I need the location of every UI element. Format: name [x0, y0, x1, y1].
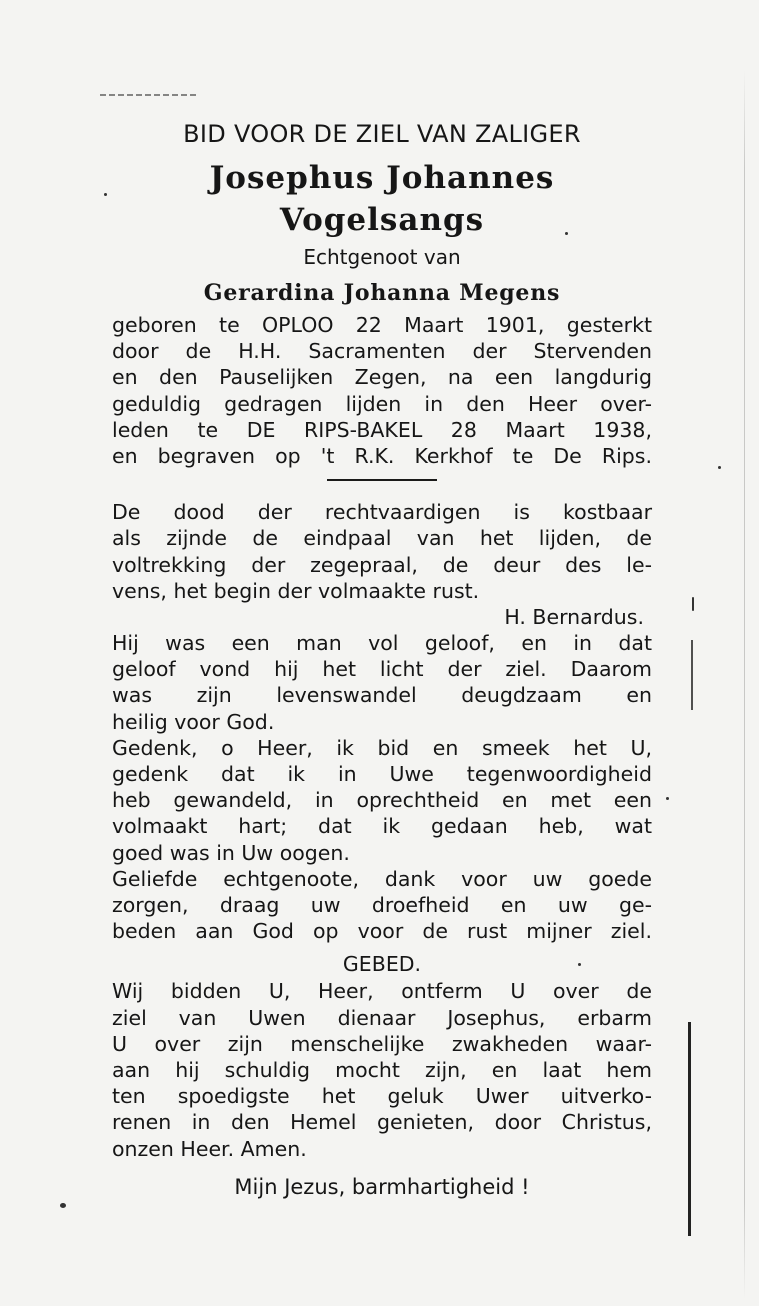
faith-line: geloof vond hij het licht der ziel. Daarom: [112, 657, 652, 682]
biography: [112, 312, 652, 469]
gebed-line: Wij bidden U, Heer, ontferm U over de: [112, 979, 652, 1004]
farewell-paragraph: [112, 866, 652, 945]
farewell-line: zorgen, draag uw droefheid en uw ge-: [112, 893, 652, 918]
speck: [692, 597, 694, 611]
bio-line: leden te DE RIPS-BAKEL 28 Maart 1938,: [112, 417, 652, 442]
prayer-line: goed was in Uw oogen.: [112, 840, 350, 865]
prayer-line: Gedenk, o Heer, ik bid en smeek het U,: [112, 735, 652, 760]
gebed-line: U over zijn menschelijke zwakheden waar-: [112, 1031, 652, 1056]
gebed-line: aan hij schuldig mocht zijn, en laat hem: [112, 1058, 652, 1083]
speck: [104, 193, 107, 196]
deceased-name-line2: Vogelsangs: [279, 202, 485, 238]
quote: [112, 499, 652, 604]
scan-bar: [691, 640, 693, 710]
speck: [718, 466, 721, 469]
quote-line: vens, het begin der volmaakte rust.: [112, 578, 480, 603]
faith-paragraph: [112, 630, 652, 735]
prayer-line: volmaakt hart; dat ik gedaan heb, wat: [112, 814, 652, 839]
bio-line: en den Pauselijken Zegen, na een langdurig: [112, 365, 652, 390]
farewell-line: Geliefde echtgenoote, dank voor uw goede: [112, 866, 652, 891]
deceased-name-line1: Josephus Johannes: [209, 160, 555, 196]
prayer-line: heb gewandeld, in oprechtheid en met een: [112, 788, 652, 813]
scan-edge: [744, 70, 745, 1300]
prayer-body: [112, 978, 652, 1161]
spouse-name: Gerardina Johanna Megens: [203, 280, 561, 306]
gebed-line: ziel van Uwen dienaar Josephus, erbarm: [112, 1005, 652, 1030]
bio-line: en begraven op 't R.K. Kerkhof te De Rips.: [112, 444, 652, 469]
speck: [666, 797, 669, 800]
bio-line: geduldig gedragen lijden in den Heer over-: [112, 391, 652, 416]
speck: [60, 1203, 66, 1208]
prayer-title: GEBED.: [342, 952, 422, 977]
quote-attribution: H. Bernardus.: [504, 605, 644, 630]
faith-line: was zijn levenswandel deugdzaam en: [112, 683, 652, 708]
divider: [327, 479, 437, 481]
gebed-line: renen in den Hemel genieten, door Christus,: [112, 1110, 652, 1135]
faith-line: Hij was een man vol geloof, en in dat: [112, 631, 652, 656]
gebed-line: onzen Heer. Amen.: [112, 1136, 307, 1161]
prayer-paragraph: [112, 735, 652, 866]
prayer-line: gedenk dat ik in Uwe tegenwoordigheid: [112, 762, 652, 787]
card-text: [112, 120, 652, 1202]
bio-line: door de H.H. Sacramenten der Stervenden: [112, 339, 652, 364]
quote-line: als zijnde de eindpaal van het lijden, de: [112, 526, 652, 551]
gebed-line: ten spoedigste het geluk Uwer uitverko-: [112, 1084, 652, 1109]
scan-mark: [100, 94, 198, 96]
heading: BID VOOR DE ZIEL VAN ZALIGER: [183, 120, 581, 148]
spouse-intro: Echtgenoot van: [303, 245, 461, 269]
quote-line: De dood der rechtvaardigen is kostbaar: [112, 500, 652, 525]
farewell-line: beden aan God op voor de rust mijner ziel.: [112, 919, 652, 944]
quote-line: voltrekking der zegepraal, de deur des le-: [112, 552, 652, 577]
scan-bar: [688, 1022, 691, 1236]
faith-line: heilig voor God.: [112, 709, 275, 734]
bio-line: geboren te OPLOO 22 Maart 1901, gesterkt: [112, 313, 652, 337]
closing-invocation: Mijn Jezus, barmhartigheid !: [234, 1174, 530, 1199]
